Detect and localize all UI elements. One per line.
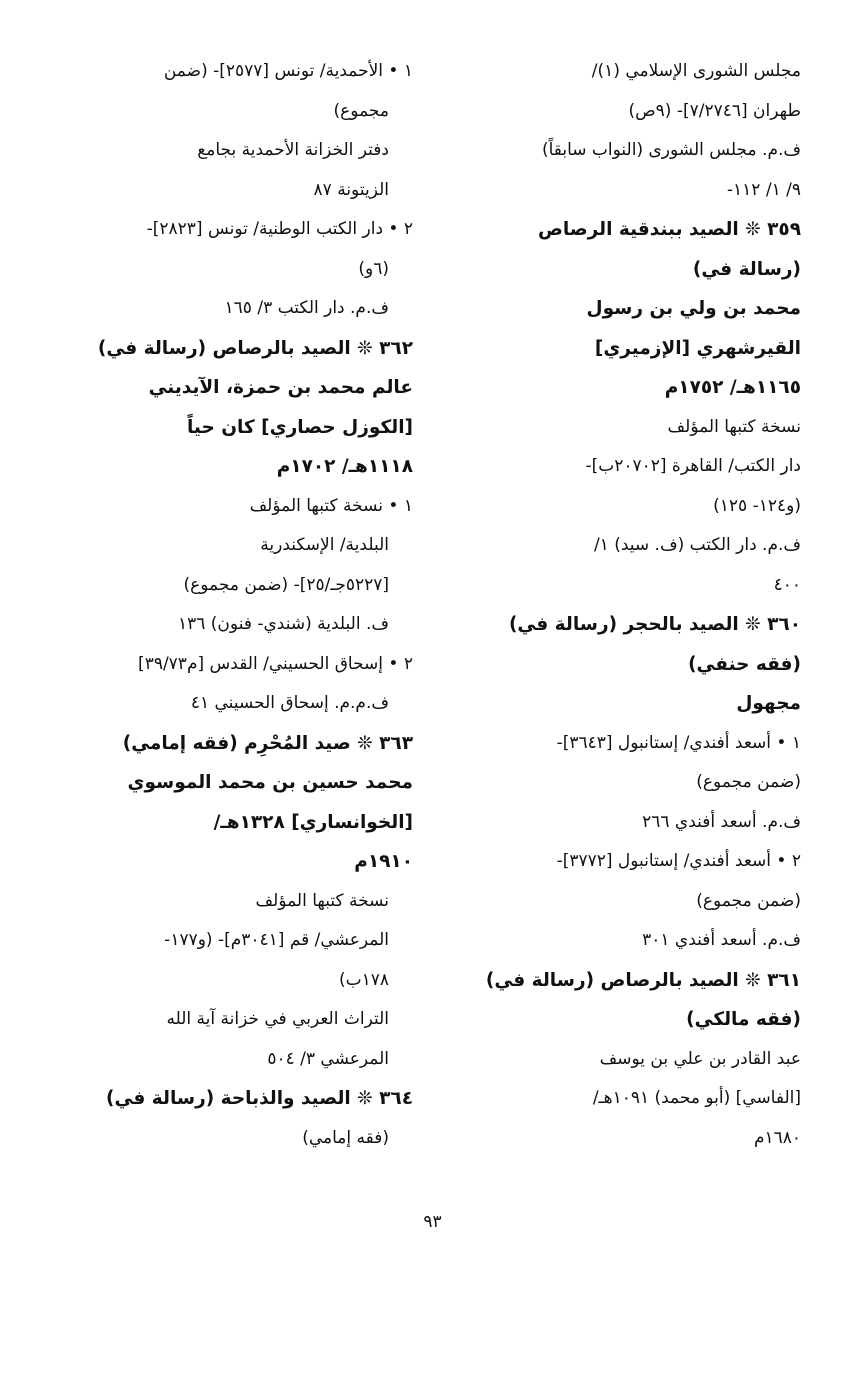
left-column-text-line: (٦و)	[358, 258, 389, 279]
right-column-heading-line: القيرشهري [الإزميري]	[594, 337, 801, 359]
right-column-text-line: ١٦٨٠م	[753, 1127, 801, 1148]
right-column-text-line: عبد القادر بن علي بن يوسف	[599, 1048, 801, 1069]
left-column-heading-line: ١١١٨هـ/ ١٧٠٢م	[276, 456, 413, 477]
right-column-text-line: (و١٢٤- ١٢٥)	[713, 495, 801, 516]
left-column-text-line: التراث العربي في خزانة آية الله	[166, 1009, 389, 1029]
left-column-heading-line: [الخوانساري] ١٣٢٨هـ/	[213, 811, 413, 833]
right-column-text-line: (ضمن مجموع)	[696, 890, 801, 911]
left-column-text-line: ف.م.م. إسحاق الحسيني ٤١	[190, 693, 389, 713]
left-column-text-line: ف.م. دار الكتب ٣/ ١٦٥	[224, 298, 389, 318]
left-column	[63, 52, 413, 1158]
left-column-text-line: البلدية/ الإسكندرية	[260, 535, 389, 555]
left-column-text-line: نسخة كتبها المؤلف	[255, 890, 389, 911]
left-column-heading-line: ٣٦٢ ❊ الصيد بالرصاص (رسالة في)	[97, 337, 413, 359]
left-column-heading-line: محمد حسين بن محمد الموسوي	[127, 772, 413, 793]
right-column-text-line: ف.م. مجلس الشورى (النواب سابقاً)	[541, 140, 801, 160]
right-column-heading-line: (فقه حنفي)	[688, 653, 801, 675]
left-column-text-line: ٢ • دار الكتب الوطنية/ تونس [٢٨٢٣]-	[146, 219, 413, 239]
left-column-text-line: ١٧٨ب)	[338, 969, 389, 990]
right-column-text-line: [الفاسي] (أبو محمد) ١٠٩١هـ/	[592, 1088, 801, 1108]
right-column-heading-line: مجهول	[736, 693, 801, 714]
right-column-text-line: ٢ • أسعد أفندي/ إستانبول [٣٧٧٢]-	[556, 851, 801, 871]
left-column-text-line: الزيتونة ٨٧	[313, 179, 389, 200]
left-column-heading-line: ٣٦٤ ❊ الصيد والذباحة (رسالة في)	[106, 1088, 413, 1109]
left-column-text-line: ١ • نسخة كتبها المؤلف	[249, 495, 413, 516]
right-column-heading-line: (رسالة في)	[692, 258, 801, 280]
left-column-text-line: مجموع)	[333, 100, 389, 121]
right-column-heading-line: (فقه مالكي)	[686, 1009, 801, 1030]
right-column-text-line: دار الكتب/ القاهرة [٢٠٧٠٢ب]-	[585, 456, 801, 476]
right-column-heading-line: ١١٦٥هـ/ ١٧٥٢م	[664, 377, 801, 398]
right-column-heading-line: محمد بن ولي بن رسول	[586, 298, 801, 319]
right-column-text-line: نسخة كتبها المؤلف	[667, 416, 801, 437]
left-column-text-line: ١ • الأحمدية/ تونس [٢٥٧٧]- (ضمن	[163, 61, 413, 81]
right-column	[456, 52, 801, 1158]
right-column-text-line: ٤٠٠	[773, 574, 801, 595]
right-column-heading-line: ٣٦٠ ❊ الصيد بالحجر (رسالة في)	[508, 614, 801, 635]
right-column-text-line: مجلس الشورى الإسلامي (١)/	[591, 61, 801, 81]
right-column-text-line: ف.م. أسعد أفندي ٢٦٦	[642, 811, 801, 832]
left-column-text-line: ف. البلدية (شندي- فنون) ١٣٦	[177, 614, 389, 634]
right-column-heading-line: ٣٥٩ ❊ الصيد ببندقية الرصاص	[537, 219, 801, 240]
left-column-text-line: [٥٢٢٧جـ/٢٥]- (ضمن مجموع)	[183, 574, 389, 595]
left-column-heading-line: ١٩١٠م	[354, 851, 413, 872]
right-column-heading-line: ٣٦١ ❊ الصيد بالرصاص (رسالة في)	[485, 969, 801, 991]
left-column-text-line: دفتر الخزانة الأحمدية بجامع	[197, 140, 389, 160]
left-column-heading-line: عالم محمد بن حمزة، الآيديني	[148, 377, 413, 398]
left-column-text-line: المرعشي/ قم [٣٠٤١م]- (و١٧٧-	[164, 930, 389, 950]
right-column-text-line: ف.م. دار الكتب (ف. سيد) ١/	[593, 535, 801, 555]
left-column-text-line: ٢ • إسحاق الحسيني/ القدس [م٣٩/٧٣]	[138, 653, 413, 674]
right-column-text-line: ٩/ ١/ ١١٢-	[726, 179, 801, 200]
page-number: ٩٣	[423, 1212, 442, 1232]
right-column-text-line: ف.م. أسعد أفندي ٣٠١	[642, 930, 801, 950]
left-column-heading-line: ٣٦٣ ❊ صيد المُحْرِم (فقه إمامي)	[122, 732, 413, 754]
left-column-text-line: المرعشي ٣/ ٥٠٤	[267, 1048, 389, 1069]
left-column-text-line: (فقه إمامي)	[302, 1127, 389, 1148]
right-column-text-line: طهران [٧/٢٧٤٦]- (٩ص)	[628, 100, 801, 121]
right-column-text-line: ١ • أسعد أفندي/ إستانبول [٣٦٤٣]-	[556, 732, 801, 753]
left-column-heading-line: [الكوزل حصاري] كان حياً	[186, 416, 413, 438]
right-column-text-line: (ضمن مجموع)	[696, 772, 801, 792]
